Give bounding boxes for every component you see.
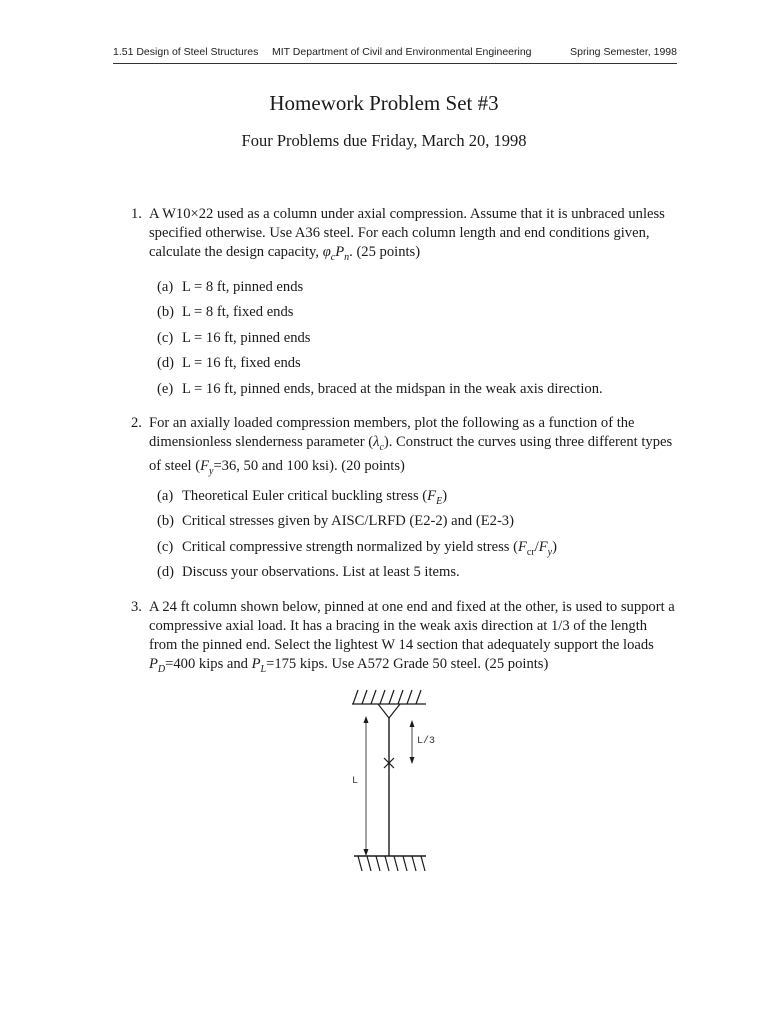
list-item: (c) Critical compressive strength normalized by yield stress $(F_{cr}/F_y)$: [157, 538, 557, 558]
problem-number: 2.: [131, 415, 142, 431]
problem-number: 1.: [131, 206, 142, 222]
bottom-hatch: [358, 856, 425, 871]
page-header: [113, 46, 677, 64]
page-title: Homework Problem Set #3: [269, 91, 499, 115]
label-l: L: [352, 776, 359, 787]
problem-2: [131, 414, 679, 481]
page-subtitle: Four Problems due Friday, March 20, 1998: [241, 131, 527, 150]
semester: Spring Semester, 1998: [570, 46, 677, 58]
list-item: (e) L = 16 ft, pinned ends, braced at the midspan in the weak axis direction.: [157, 380, 603, 397]
course-name: 1.51 Design of Steel Structures: [113, 46, 259, 58]
problem-number: 3.: [131, 599, 142, 615]
problem-1: [131, 205, 679, 267]
pin-support: [378, 704, 400, 718]
list-item: (b) L = 8 ft, fixed ends: [157, 304, 294, 321]
department-name: MIT Department of Civil and Environmental Engineering: [272, 46, 532, 58]
problem-text: For an axially loaded compression members, plot the following as a function of the dimensionless slenderness parameter $(\lambda_c)$. Construct the curves using three different types of steel ($F_y=36$, 50 and 100 ksi). (20 points): [149, 415, 673, 477]
problem-1-items: [157, 278, 677, 405]
list-item: (c) L = 16 ft, pinned ends: [157, 329, 311, 346]
label-l3: L/3: [417, 736, 436, 747]
list-item: (a) Theoretical Euler critical buckling stress $(F_E)$: [157, 488, 448, 507]
problem-text: A W10×22 used as a column under axial compression. Assume that it is unbraced unless specified otherwise. Use A36 steel. For each column length and end conditions given, calculate the design capacity, $\varphi_cP_n$. (25 points): [149, 206, 665, 263]
list-item: (d) Discuss your observations. List at least 5 items.: [157, 564, 460, 581]
top-hatch: [353, 690, 421, 704]
problem-3: [131, 598, 679, 679]
bracing-mark: [384, 758, 394, 768]
problem-2-items: [157, 487, 677, 589]
list-item: (d) L = 16 ft, fixed ends: [157, 355, 301, 372]
list-item: (b) Critical stresses given by AISC/LRFD (E2-2) and (E2-3): [157, 513, 514, 530]
problem-text: A 24 ft column shown below, pinned at one end and fixed at the other, is used to support a compressive axial load. It has a bracing in the weak axis direction at 1/3 of the length from the pinned end. Select the lightest W 14 section that adequately support the loads $P_D=400$ kips and $P_L=175$ kips. Use A572 Grade 50 steel. (25 points): [149, 599, 675, 675]
list-item: (a) L = 8 ft, pinned ends: [157, 279, 304, 295]
